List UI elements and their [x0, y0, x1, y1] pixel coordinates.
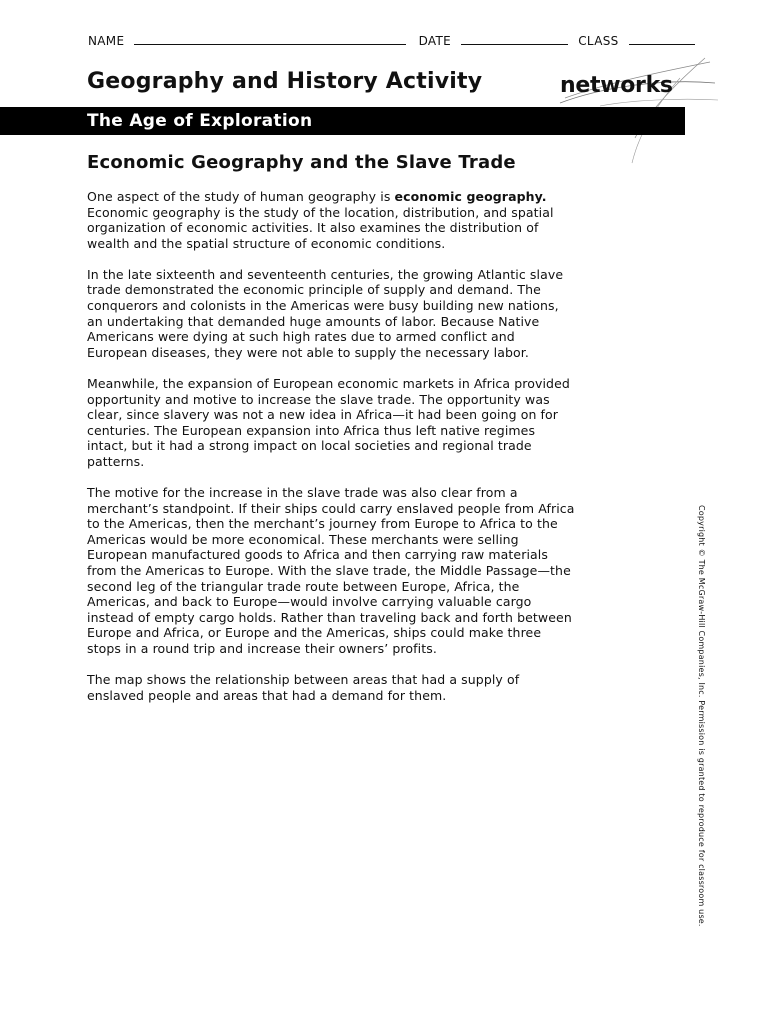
- paragraph: In the late sixteenth and seventeenth centuries, the growing Atlantic slave trade demonstrated the economic principle of supply and demand. The conquerors and colonists in the Americas were busy building new nations, an undertaking that demanded huge amounts of labor. Because Native Americans were dying at such high rates due to armed conflict and European diseases, they were not able to supply the necessary labor.: [87, 266, 564, 360]
- class-field[interactable]: [629, 34, 695, 45]
- name-label: NAME: [88, 34, 125, 48]
- banner-title: The Age of Exploration: [87, 111, 313, 131]
- name-field[interactable]: [134, 34, 406, 45]
- lesson-banner: [0, 107, 685, 135]
- paragraph: One aspect of the study of human geography is economic geography. Economic geography is the study of the location, distribution, and spatial organization of economic activities. It also examines the distribution of wealth and the spatial structure of economic conditions.: [87, 189, 554, 251]
- class-label: CLASS: [578, 34, 619, 48]
- paragraph: Meanwhile, the expansion of European economic markets in Africa provided opportunity and motive to increase the slave trade. The opportunity was clear, since slavery was not a new idea in Africa—it had been going on for centuries. The European expansion into Africa thus left native regimes intact, but it had a strong impact on local societies and regional trade patterns.: [87, 375, 570, 469]
- paragraph: The map shows the relationship between areas that had a supply of enslaved people and areas that had a demand for them.: [87, 672, 520, 703]
- copyright-notice: Copyright © The McGraw-Hill Companies, Inc. Permission is granted to reproduce for classroom use.: [697, 505, 706, 927]
- page-title: Geography and History Activity: [87, 69, 483, 94]
- paragraph: The motive for the increase in the slave trade was also clear from a merchant’s standpoint. If their ships could carry enslaved people from Africa to the Americas, then the merchant’s journey from Europe to Africa to the Americas would be more economical. These merchants were selling European manufactured goods to Africa and then carrying raw materials from the Americas to Europe. With the slave trade, the Middle Passage—the second leg of the triangular trade route between Europe, Africa, the Americas, and back to Europe—would involve carrying valuable cargo instead of empty cargo holds. Rather than traveling back and forth between Europe and Africa, or Europe and the Americas, ships could make three stops in a round trip and increase their owners’ profits.: [87, 485, 575, 656]
- key-term: economic geography.: [394, 189, 547, 204]
- date-field[interactable]: [461, 34, 568, 45]
- body-text: [87, 189, 577, 719]
- date-label: DATE: [418, 34, 451, 48]
- section-heading: Economic Geography and the Slave Trade: [87, 152, 516, 173]
- student-info-row: [88, 34, 688, 48]
- networks-logo: networks: [560, 73, 673, 98]
